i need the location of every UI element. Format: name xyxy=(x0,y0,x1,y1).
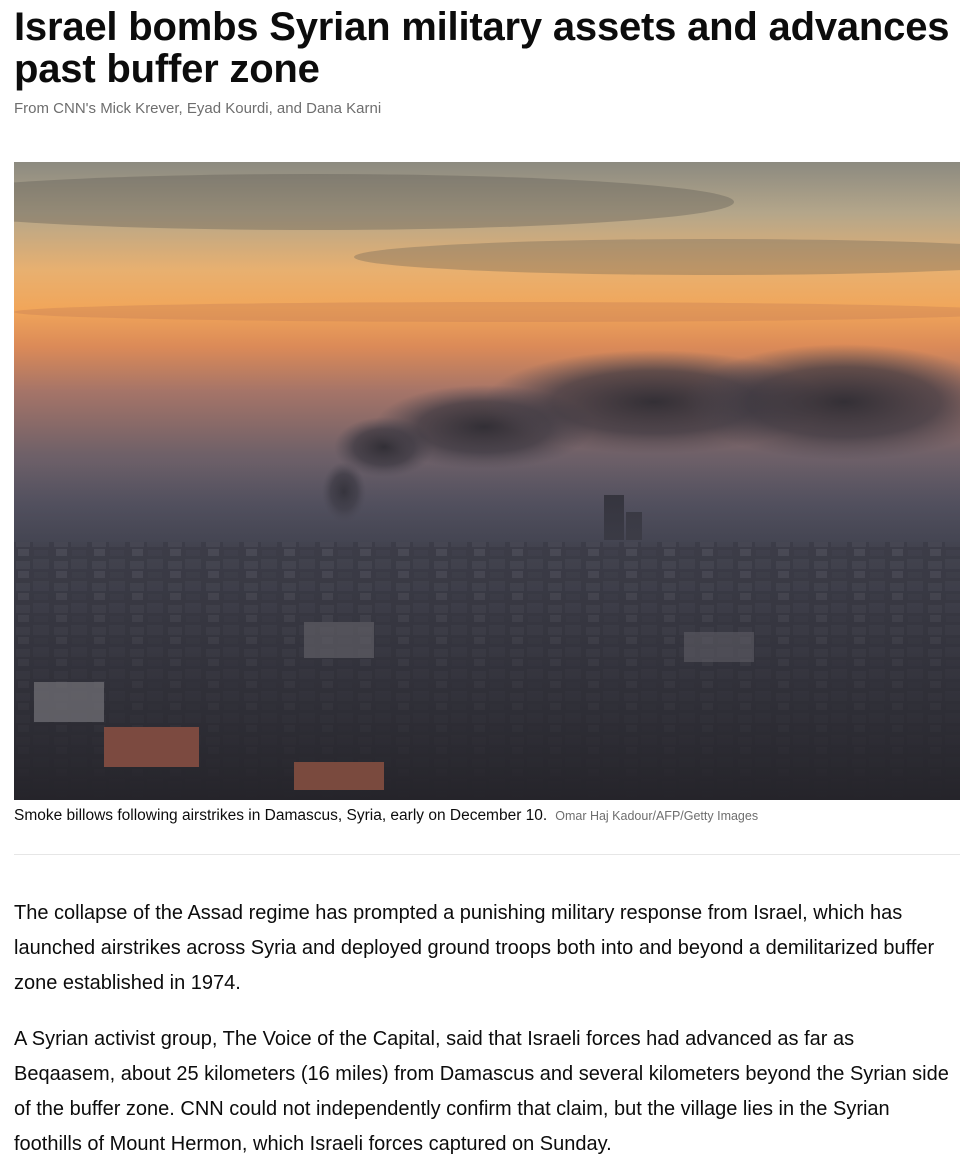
photo-credit: Omar Haj Kadour/AFP/Getty Images xyxy=(555,809,759,823)
caption-divider xyxy=(14,854,960,855)
photo-caption: Smoke billows following airstrikes in Damascus, Syria, early on December 10. xyxy=(14,807,548,824)
photo-caption-row xyxy=(14,806,960,826)
article-headline: Israel bombs Syrian military assets and advances past buffer zone xyxy=(14,5,950,91)
article-paragraph: The collapse of the Assad regime has prompted a punishing military response from Israel, which has launched airstrikes across Syria and deployed ground troops both into and beyond a demilitarized buffer zone established in 1974. xyxy=(14,902,935,994)
article-photo xyxy=(14,162,960,800)
article-paragraph: A Syrian activist group, The Voice of the Capital, said that Israeli forces had advanced as far as Beqaasem, about 25 kilometers (16 miles) from Damascus and several kilometers beyond the Syrian side of the buffer zone. CNN could not independently confirm that claim, but the village lies in the Syrian foothills of Mount Hermon, which Israeli forces captured on Sunday. xyxy=(14,1028,949,1155)
article-byline: From CNN's Mick Krever, Eyad Kourdi, and Dana Karni xyxy=(14,100,382,117)
